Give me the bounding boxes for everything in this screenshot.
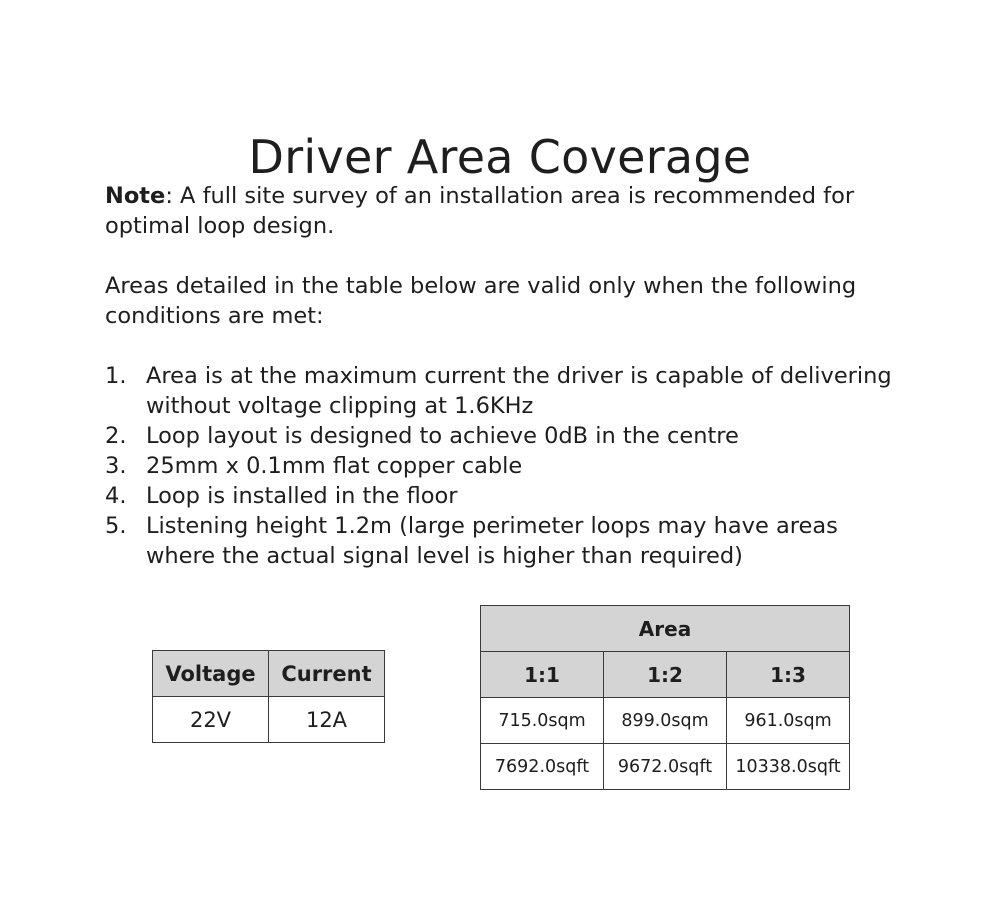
condition-item	[105, 511, 905, 571]
ratio-header: 1:1	[481, 652, 604, 698]
page-title: Driver Area Coverage	[248, 129, 752, 184]
condition-text: Listening height 1.2m (large perimeter loops may have areas where the actual signal level is higher than required)	[146, 513, 838, 569]
sqm-cell: 715.0sqm	[481, 698, 604, 744]
table-header-row	[481, 652, 850, 698]
voltage-value: 22V	[153, 697, 269, 743]
note-label: Note	[105, 183, 166, 209]
note-text: : A full site survey of an installation area is recommended for optimal loop design.	[105, 183, 855, 239]
current-value: 12A	[269, 697, 385, 743]
note-paragraph	[105, 181, 905, 241]
ratio-header: 1:2	[604, 652, 727, 698]
conditions-intro: Areas detailed in the table below are valid only when the following conditions are met:	[105, 273, 857, 329]
table-row	[481, 698, 850, 744]
sqft-cell: 10338.0sqft	[727, 744, 850, 790]
condition-number: 2.	[105, 423, 127, 449]
conditions-list	[105, 361, 905, 571]
condition-item	[105, 451, 905, 481]
condition-number: 3.	[105, 453, 127, 479]
condition-item	[105, 361, 905, 421]
condition-item	[105, 421, 905, 451]
condition-number: 1.	[105, 363, 127, 389]
sqm-cell: 899.0sqm	[604, 698, 727, 744]
sqft-cell: 7692.0sqft	[481, 744, 604, 790]
driver-specs-table	[152, 650, 385, 743]
table-header-row	[481, 606, 850, 652]
voltage-header: Voltage	[153, 651, 269, 697]
condition-text: 25mm x 0.1mm flat copper cable	[146, 453, 523, 479]
sqft-cell: 9672.0sqft	[604, 744, 727, 790]
table-header-row	[153, 651, 385, 697]
area-header: Area	[481, 606, 850, 652]
ratio-header: 1:3	[727, 652, 850, 698]
current-header: Current	[269, 651, 385, 697]
condition-number: 4.	[105, 483, 127, 509]
condition-item	[105, 481, 905, 511]
condition-text: Loop layout is designed to achieve 0dB in the centre	[146, 423, 739, 449]
table-row	[153, 697, 385, 743]
sqm-cell: 961.0sqm	[727, 698, 850, 744]
condition-text: Area is at the maximum current the driver is capable of delivering without voltage clipping at 1.6KHz	[146, 363, 892, 419]
table-row	[481, 744, 850, 790]
area-table	[480, 605, 850, 790]
condition-number: 5.	[105, 513, 127, 539]
condition-text: Loop is installed in the floor	[146, 483, 458, 509]
